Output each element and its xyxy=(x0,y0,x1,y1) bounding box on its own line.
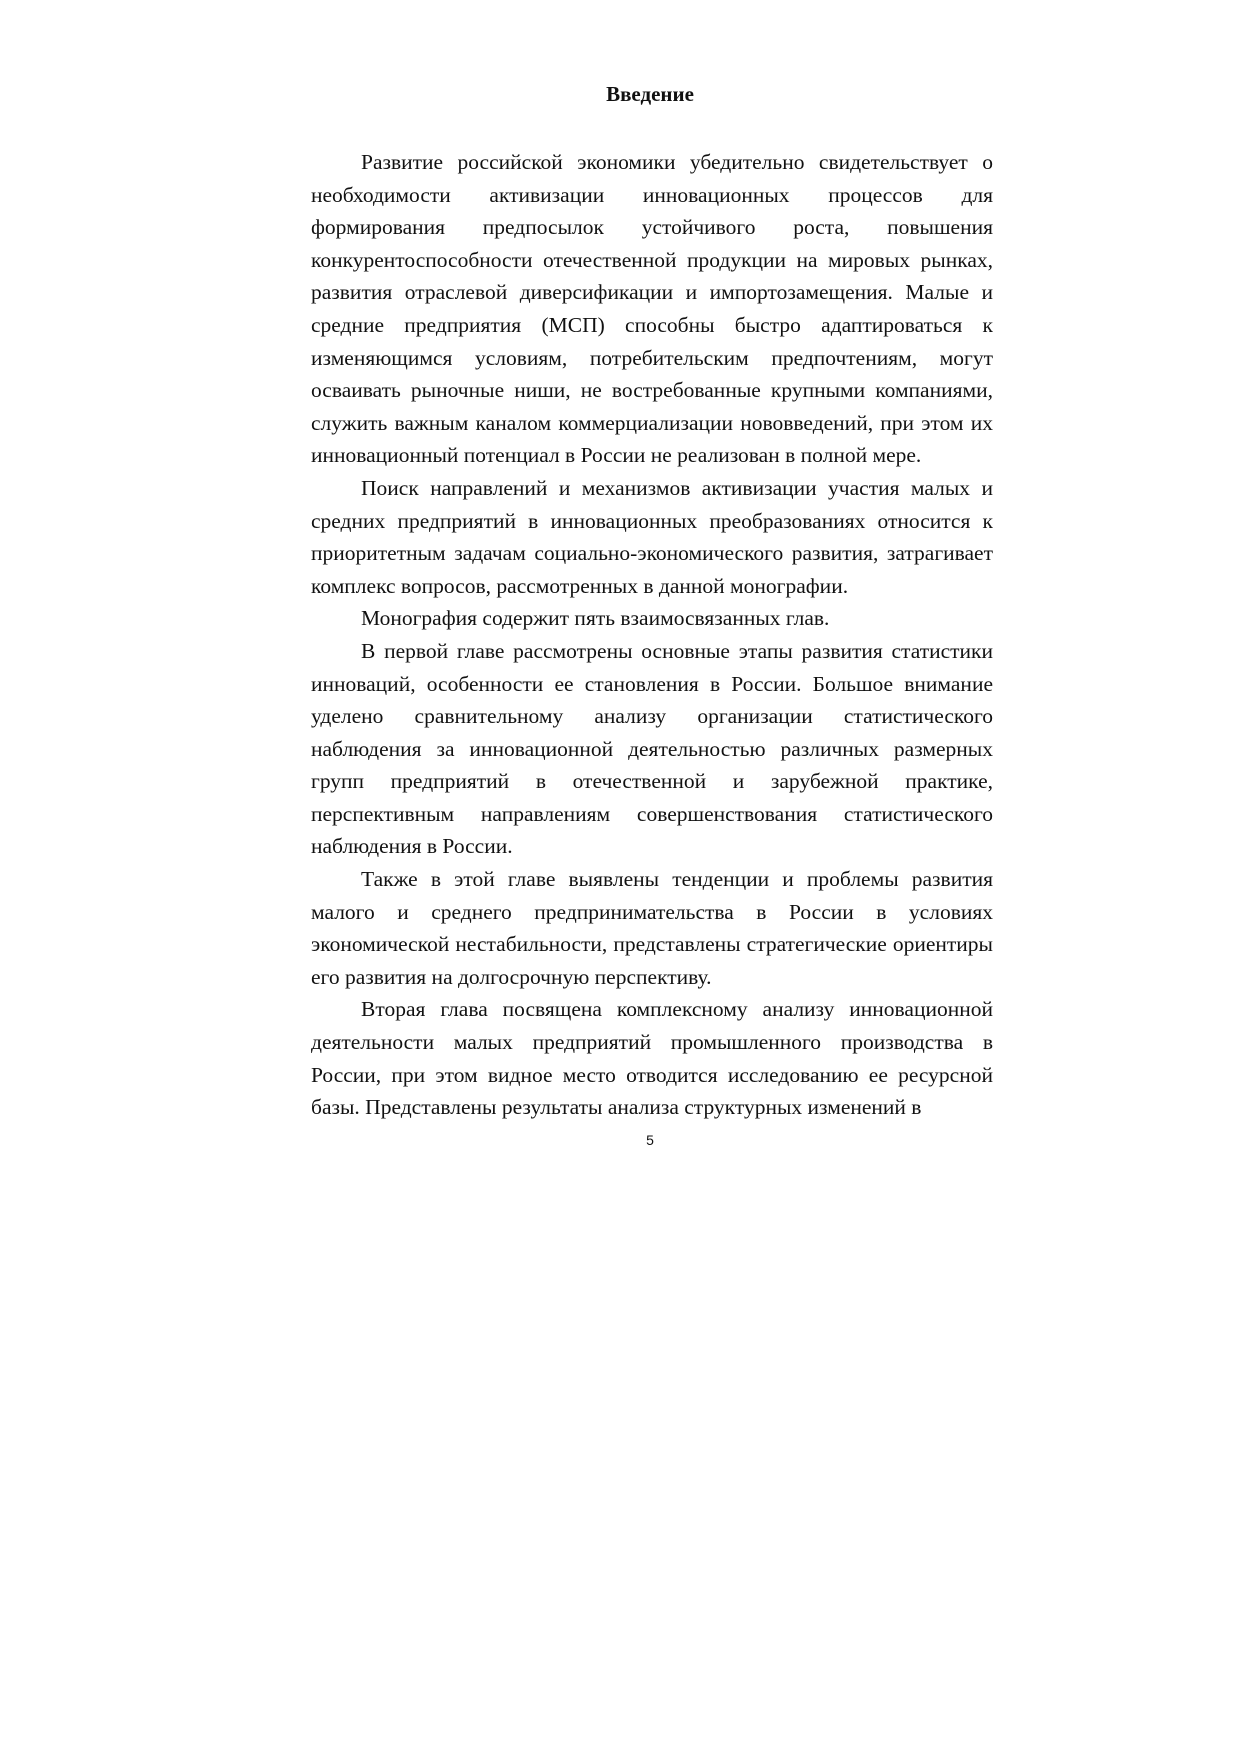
paragraph: Также в этой главе выявлены тенденции и проблемы развития малого и среднего предпринимательства в России в условиях экономической нестабильности, представлены стратегические ориентиры его развития на долгосрочную перспективу. xyxy=(311,867,993,989)
body-text xyxy=(311,146,993,1124)
paragraph: Монография содержит пять взаимосвязанных глав. xyxy=(361,606,830,631)
paragraph: Поиск направлений и механизмов активизации участия малых и средних предприятий в инновационных преобразованиях относится к приоритетным задачам социально-экономического развития, затрагивает комплекс вопросов, рассмотренных в данной монографии. xyxy=(311,475,993,598)
paragraph: В первой главе рассмотрены основные этапы развития статистики инноваций, особенности ее становления в России. Большое внимание уделено сравнительному анализу организации статистического наблюдения за инновационной деятельностью различных размерных групп предприятий в отечественной и зарубежной практике, перспективным направлениям совершенствования статистического наблюдения в России. xyxy=(311,638,993,859)
page-number: 5 xyxy=(646,1132,654,1148)
page-title: Введение xyxy=(606,82,694,106)
paragraph: Вторая глава посвящена комплексному анализу инновационной деятельности малых предприятий промышленного производства в России, при этом видное место отводится исследованию ее ресурсной базы. Представлены результаты анализа структурных изменений в xyxy=(311,997,993,1120)
paragraph: Развитие российской экономики убедительно свидетельствует о необходимости активизации инновационных процессов для формирования предпосылок устойчивого роста, повышения конкурентоспособности отечественной продукции на мировых рынках, развития отраслевой диверсификации и импортозамещения. Малые и средние предприятия (МСП) способны быстро адаптироваться к изменяющимся условиям, потребительским предпочтениям, могут осваивать рыночные ниши, не востребованные крупными компаниями, служить важным каналом коммерциализации нововведений, при этом их инновационный потенциал в России не реализован в полной мере. xyxy=(311,150,993,468)
